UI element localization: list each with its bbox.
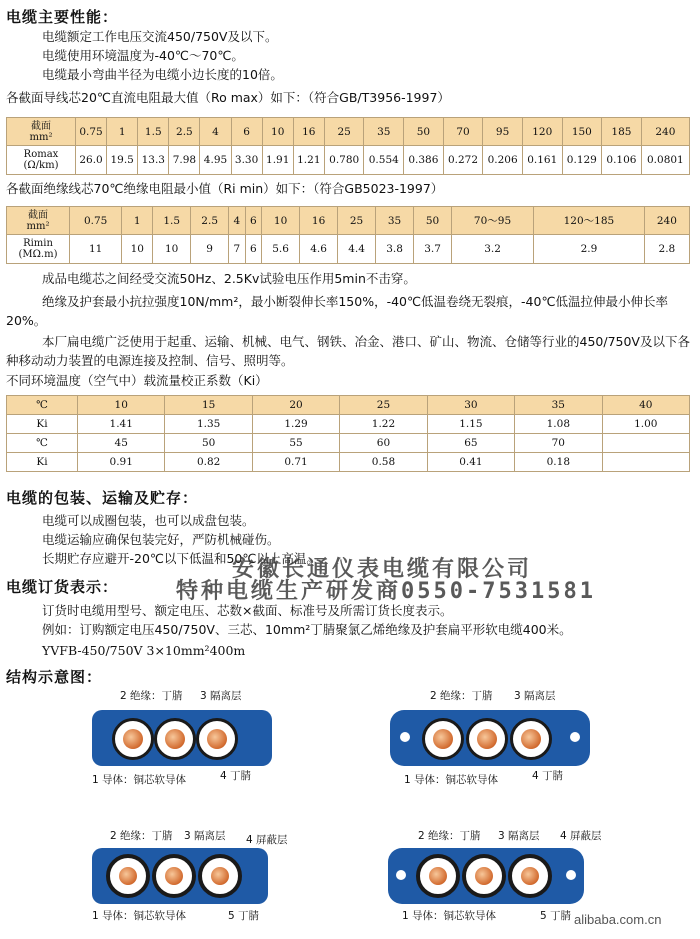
table-cell: 0.75 <box>76 118 107 146</box>
table-cell: 0.129 <box>562 146 602 175</box>
label-separator: 3 隔离层 <box>200 690 242 702</box>
table-cell: 1.5 <box>138 118 169 146</box>
performance-line-2: 电缆使用环境温度为-40℃～70℃。 <box>42 48 244 63</box>
table-cell: 50 <box>414 207 452 235</box>
table-header-cell: 截面 mm² <box>7 118 76 146</box>
table-cell: 150 <box>562 118 602 146</box>
ordering-example-code: YVFB-450/750V 3×10mm²400m <box>42 643 246 658</box>
table-cell: 3.8 <box>376 235 414 264</box>
label-conductor: 1 导体：铜芯软导体 <box>402 910 497 922</box>
conductor-1 <box>106 854 150 898</box>
table-header-cell: 截面 mm² <box>7 207 70 235</box>
section-structure-title: 结构示意图： <box>6 668 103 686</box>
label-insulation: 2 绝缘：丁腈 <box>430 690 493 702</box>
conductor-3 <box>508 854 552 898</box>
table-row <box>7 235 690 264</box>
table-cell: 2.5 <box>169 118 200 146</box>
table-header-cell: ℃ <box>7 434 78 453</box>
performance-line-3: 电缆最小弯曲半径为电缆小边长度的10倍。 <box>42 67 283 82</box>
table-cell: 10 <box>262 118 293 146</box>
label-conductor: 1 导体：铜芯软导体 <box>404 774 499 786</box>
ordering-line-2: 例如：订购额定电压450/750V、三芯、10mm²丁腈聚氯乙烯绝缘及护套扁平形软电缆400米。 <box>42 622 572 637</box>
structure-diagram-2 <box>390 688 600 788</box>
table-cell: 16 <box>293 118 324 146</box>
company-watermark-phone: 特种电缆生产研发商0550-7531581 <box>176 579 596 604</box>
sheath-hole-right <box>566 870 576 880</box>
table-header-cell: ℃ <box>7 396 78 415</box>
table-cell: 19.5 <box>107 146 138 175</box>
conductor-3 <box>198 854 242 898</box>
label-separator: 3 隔离层 <box>514 690 556 702</box>
footer-watermark: alibaba.com.cn <box>574 912 662 927</box>
company-watermark-name: 安徽长通仪表电缆有限公司 <box>232 557 533 582</box>
table-cell: 2.5 <box>191 207 229 235</box>
table-row <box>7 146 690 175</box>
table-row <box>7 118 690 146</box>
table-cell <box>602 434 689 453</box>
table-cell: 0.82 <box>165 453 252 472</box>
table-cell: 0.0801 <box>641 146 689 175</box>
label-insulation: 2 绝缘：丁腈 <box>418 830 481 842</box>
table-cell: 4 <box>229 207 245 235</box>
table-cell: 70 <box>515 434 602 453</box>
conductor-3 <box>510 718 552 760</box>
label-conductor: 1 导体：铜芯软导体 <box>92 910 187 922</box>
table-cell: 2.8 <box>644 235 689 264</box>
structure-diagram-3 <box>80 828 300 928</box>
table-cell: 25 <box>338 207 376 235</box>
temperature-correction-table <box>6 395 690 472</box>
table1-caption: 各截面导线芯20℃直流电阻最大值（Ro max）如下：（符合GB/T3956-1997） <box>6 90 450 105</box>
table-cell: 3.30 <box>231 146 262 175</box>
label-insulation: 2 绝缘：丁腈 <box>110 830 173 842</box>
table-cell: 1.35 <box>165 415 252 434</box>
table-cell: 1.08 <box>515 415 602 434</box>
table-cell: 185 <box>602 118 642 146</box>
table2-caption: 各截面绝缘线芯70℃绝缘电阻最小值（Ri min）如下：（符合GB5023-1997） <box>6 181 444 196</box>
label-shield: 4 屏蔽层 <box>560 830 602 842</box>
table-cell: 50 <box>404 118 444 146</box>
table-row <box>7 434 690 453</box>
table-cell: 13.3 <box>138 146 169 175</box>
table-cell: 6 <box>245 207 261 235</box>
table-cell: 0.206 <box>483 146 523 175</box>
table-cell: 70 <box>443 118 483 146</box>
table-cell: 1.21 <box>293 146 324 175</box>
table-cell: 3.2 <box>452 235 534 264</box>
table-cell: 1 <box>122 207 153 235</box>
table-cell: 1.5 <box>153 207 191 235</box>
table-cell: 3.7 <box>414 235 452 264</box>
label-sheath: 4 丁腈 <box>220 770 252 782</box>
table-cell: 120 <box>522 118 562 146</box>
section-packaging-title: 电缆的包装、运输及贮存： <box>6 489 199 507</box>
table-cell: 30 <box>427 396 514 415</box>
table-cell: 240 <box>644 207 689 235</box>
sheath-hole-left <box>400 732 410 742</box>
label-conductor: 1 导体：铜芯软导体 <box>92 774 187 786</box>
table-cell: 50 <box>165 434 252 453</box>
table-cell <box>602 453 689 472</box>
table-cell: 0.161 <box>522 146 562 175</box>
table-cell: 0.91 <box>78 453 165 472</box>
packaging-line-3: 长期贮存应避开-20℃以下低温和50℃以上高温。 <box>42 551 319 566</box>
conductor-1 <box>112 718 154 760</box>
table-header-cell: Ki <box>7 453 78 472</box>
table-cell: 25 <box>324 118 364 146</box>
table-cell: 4.95 <box>200 146 231 175</box>
label-separator: 3 隔离层 <box>498 830 540 842</box>
table-cell: 1.29 <box>252 415 339 434</box>
table-cell: 1.15 <box>427 415 514 434</box>
table-cell: 16 <box>300 207 338 235</box>
table-cell: 1.22 <box>340 415 427 434</box>
table-cell: 0.272 <box>443 146 483 175</box>
table-cell: 10 <box>78 396 165 415</box>
table-row <box>7 415 690 434</box>
table-cell: 11 <box>70 235 122 264</box>
sheath-hole-right <box>570 732 580 742</box>
table-cell: 1.91 <box>262 146 293 175</box>
table-row <box>7 207 690 235</box>
section-ordering-title: 电缆订货表示： <box>6 578 119 596</box>
table-cell: 0.58 <box>340 453 427 472</box>
table-cell: 35 <box>364 118 404 146</box>
resistance-max-table <box>6 117 690 175</box>
table-cell: 240 <box>641 118 689 146</box>
label-sheath: 5 丁腈 <box>540 910 572 922</box>
table-cell: 0.71 <box>252 453 339 472</box>
table-cell: 10 <box>122 235 153 264</box>
table-cell: 7.98 <box>169 146 200 175</box>
paragraph-applications: 本厂扁电缆广泛使用于起重、运输、机械、电气、钢铁、冶金、港口、矿山、物流、仓储等行业的450/750V及以下各种移动动力装置的电源连接及控制、信号、照明等。 <box>6 334 690 368</box>
section-performance-title: 电缆主要性能： <box>6 8 119 26</box>
label-shield: 4 屏蔽层 <box>246 834 288 846</box>
table-cell: 35 <box>376 207 414 235</box>
table3-caption: 不同环境温度（空气中）载流量校正系数（Ki） <box>6 373 268 388</box>
table-row <box>7 396 690 415</box>
conductor-1 <box>416 854 460 898</box>
table-cell: 95 <box>483 118 523 146</box>
table-cell: 20 <box>252 396 339 415</box>
table-cell: 120～185 <box>534 207 645 235</box>
label-sheath: 5 丁腈 <box>228 910 260 922</box>
table-cell: 0.554 <box>364 146 404 175</box>
table-cell: 0.75 <box>70 207 122 235</box>
conductor-1 <box>422 718 464 760</box>
table-cell: 70～95 <box>452 207 534 235</box>
table-cell: 26.0 <box>76 146 107 175</box>
conductor-2 <box>154 718 196 760</box>
performance-line-1: 电缆额定工作电压交流450/750V及以下。 <box>42 29 278 44</box>
insulation-resistance-table <box>6 206 690 264</box>
table-cell: 1.00 <box>602 415 689 434</box>
conductor-2 <box>466 718 508 760</box>
table-header-cell: Romax (Ω/km) <box>7 146 76 175</box>
table-cell: 10 <box>262 207 300 235</box>
table-cell: 65 <box>427 434 514 453</box>
table-cell: 4 <box>200 118 231 146</box>
table-header-cell: Ki <box>7 415 78 434</box>
table-cell: 6 <box>231 118 262 146</box>
sheath-hole-left <box>396 870 406 880</box>
packaging-line-1: 电缆可以成圈包装，也可以成盘包装。 <box>42 513 255 528</box>
table-cell: 60 <box>340 434 427 453</box>
table-cell: 0.18 <box>515 453 602 472</box>
table-cell: 0.106 <box>602 146 642 175</box>
table-cell: 7 <box>229 235 245 264</box>
label-separator: 3 隔离层 <box>184 830 226 842</box>
conductor-2 <box>462 854 506 898</box>
table-cell: 4.4 <box>338 235 376 264</box>
table-cell: 6 <box>245 235 261 264</box>
table-cell: 2.9 <box>534 235 645 264</box>
table-cell: 10 <box>153 235 191 264</box>
conductor-3 <box>196 718 238 760</box>
table-cell: 15 <box>165 396 252 415</box>
conductor-2 <box>152 854 196 898</box>
packaging-line-2: 电缆运输应确保包装完好，严防机械碰伤。 <box>42 532 280 547</box>
paragraph-voltage-test: 成品电缆芯之间经受交流50Hz、2.5Kv试验电压作用5min不击穿。 <box>42 271 416 286</box>
table-cell: 9 <box>191 235 229 264</box>
structure-diagram-1 <box>80 688 290 788</box>
table-cell: 0.386 <box>404 146 444 175</box>
table-cell: 1.41 <box>78 415 165 434</box>
table-cell: 5.6 <box>262 235 300 264</box>
paragraph-strength: 绝缘及护套最小抗拉强度10N/mm²，最小断裂伸长率150%，-40℃低温卷绕无裂痕，-40℃低温拉伸最小伸长率20%。 <box>6 294 668 328</box>
table-cell: 40 <box>602 396 689 415</box>
table-cell: 1 <box>107 118 138 146</box>
table-cell: 0.780 <box>324 146 364 175</box>
table-cell: 55 <box>252 434 339 453</box>
ordering-line-1: 订货时电缆用型号、额定电压、芯数×截面、标准号及所需订货长度表示。 <box>42 603 453 618</box>
table-header-cell: Rimin (MΩ.m) <box>7 235 70 264</box>
label-insulation: 2 绝缘：丁腈 <box>120 690 183 702</box>
label-sheath: 4 丁腈 <box>532 770 564 782</box>
table-cell: 0.41 <box>427 453 514 472</box>
table-cell: 35 <box>515 396 602 415</box>
table-cell: 4.6 <box>300 235 338 264</box>
table-cell: 45 <box>78 434 165 453</box>
table-row <box>7 453 690 472</box>
table-cell: 25 <box>340 396 427 415</box>
